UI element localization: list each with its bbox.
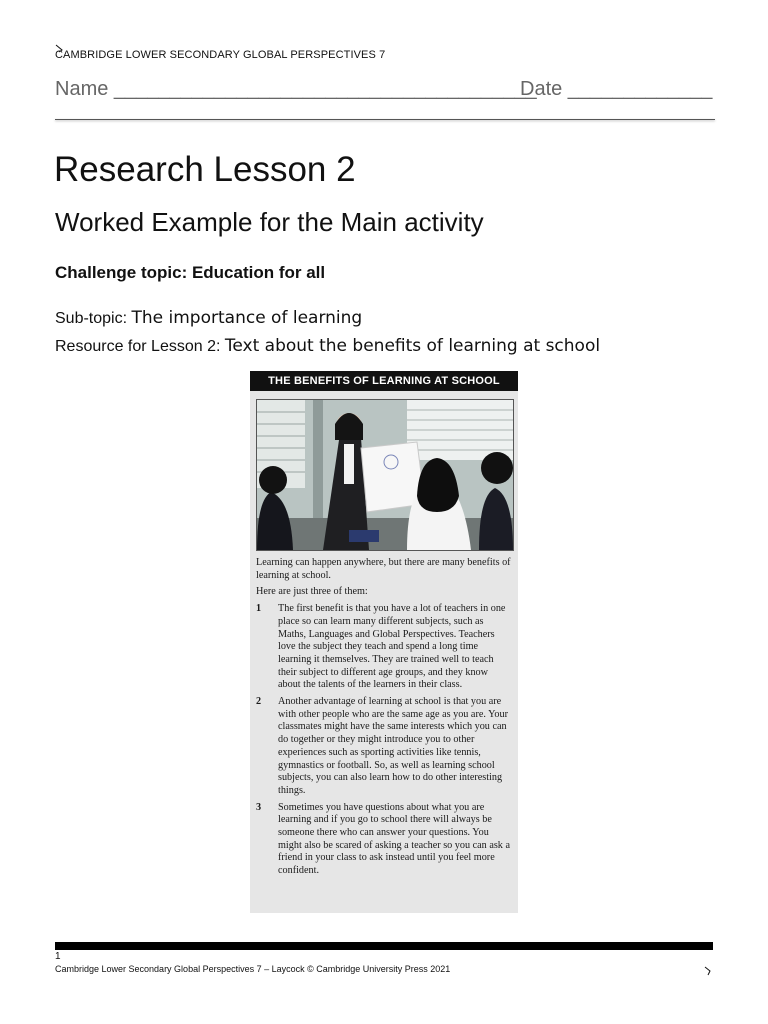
page-number: 1 [55, 951, 61, 962]
page-title: Research Lesson 2 [54, 150, 356, 189]
list-item-number: 3 [256, 801, 262, 813]
subtopic-line [55, 308, 362, 328]
subtopic-value: The importance of learning [131, 308, 363, 328]
resource-panel [250, 371, 518, 913]
resource-line [55, 336, 600, 356]
resource-label: Resource for Lesson 2: [55, 338, 221, 355]
series-header: CAMBRIDGE LOWER SECONDARY GLOBAL PERSPECTIVES 7 [55, 49, 386, 61]
list-item-text: Another advantage of learning at school is that you are with other people who are the same age as you are. Your classmates might have the same interests which you can do together or they might introduce you to other experiences such as sporting activities like tennis, gymnastics or football. So, as well as learning school subjects, you can also learn how to do other interesting things. [278, 696, 508, 796]
list-item [256, 696, 512, 798]
list-item [256, 802, 512, 878]
name-field-line: Name ______________________________________ [55, 78, 537, 100]
date-field-line: Date _____________ [520, 78, 713, 100]
resource-panel-text [256, 557, 512, 882]
footer-tick-mark-icon [703, 966, 713, 976]
page-subtitle: Worked Example for the Main activity [55, 207, 484, 237]
challenge-topic: Challenge topic: Education for all [55, 263, 326, 282]
subtopic-label: Sub-topic: [55, 310, 128, 327]
list-item-number: 1 [256, 603, 262, 615]
classroom-illustration [257, 400, 513, 550]
footer-bar [55, 942, 713, 950]
panel-lead: Here are just three of them: [256, 586, 368, 598]
resource-value: Text about the benefits of learning at school [224, 336, 601, 356]
resource-panel-heading: THE BENEFITS OF LEARNING AT SCHOOL [250, 371, 518, 391]
panel-intro: Learning can happen anywhere, but there are many benefits of learning at school. [256, 557, 511, 581]
list-item-number: 2 [256, 696, 262, 708]
classroom-photo [256, 399, 514, 551]
list-item-text: The first benefit is that you have a lot of teachers in one place so can learn many different subjects, such as Maths, Languages and Global Perspectives. Teachers love the subject they teach and spend a long time learning it themselves. They are trained well to teach their subject to different age groups, and they know about the talents of the learners in their class. [278, 603, 506, 691]
list-item-text: Sometimes you have questions about what you are learning and if you go to school there will always be someone there who can answer your questions. You might also be scared of asking a teacher so you can ask a friend in your class to ask instead until you feel more confident. [278, 801, 510, 877]
footer-credit: Cambridge Lower Secondary Global Perspectives 7 – Laycock © Cambridge University Press 2021 [55, 964, 451, 974]
header-divider [55, 119, 715, 120]
list-item [256, 603, 512, 692]
